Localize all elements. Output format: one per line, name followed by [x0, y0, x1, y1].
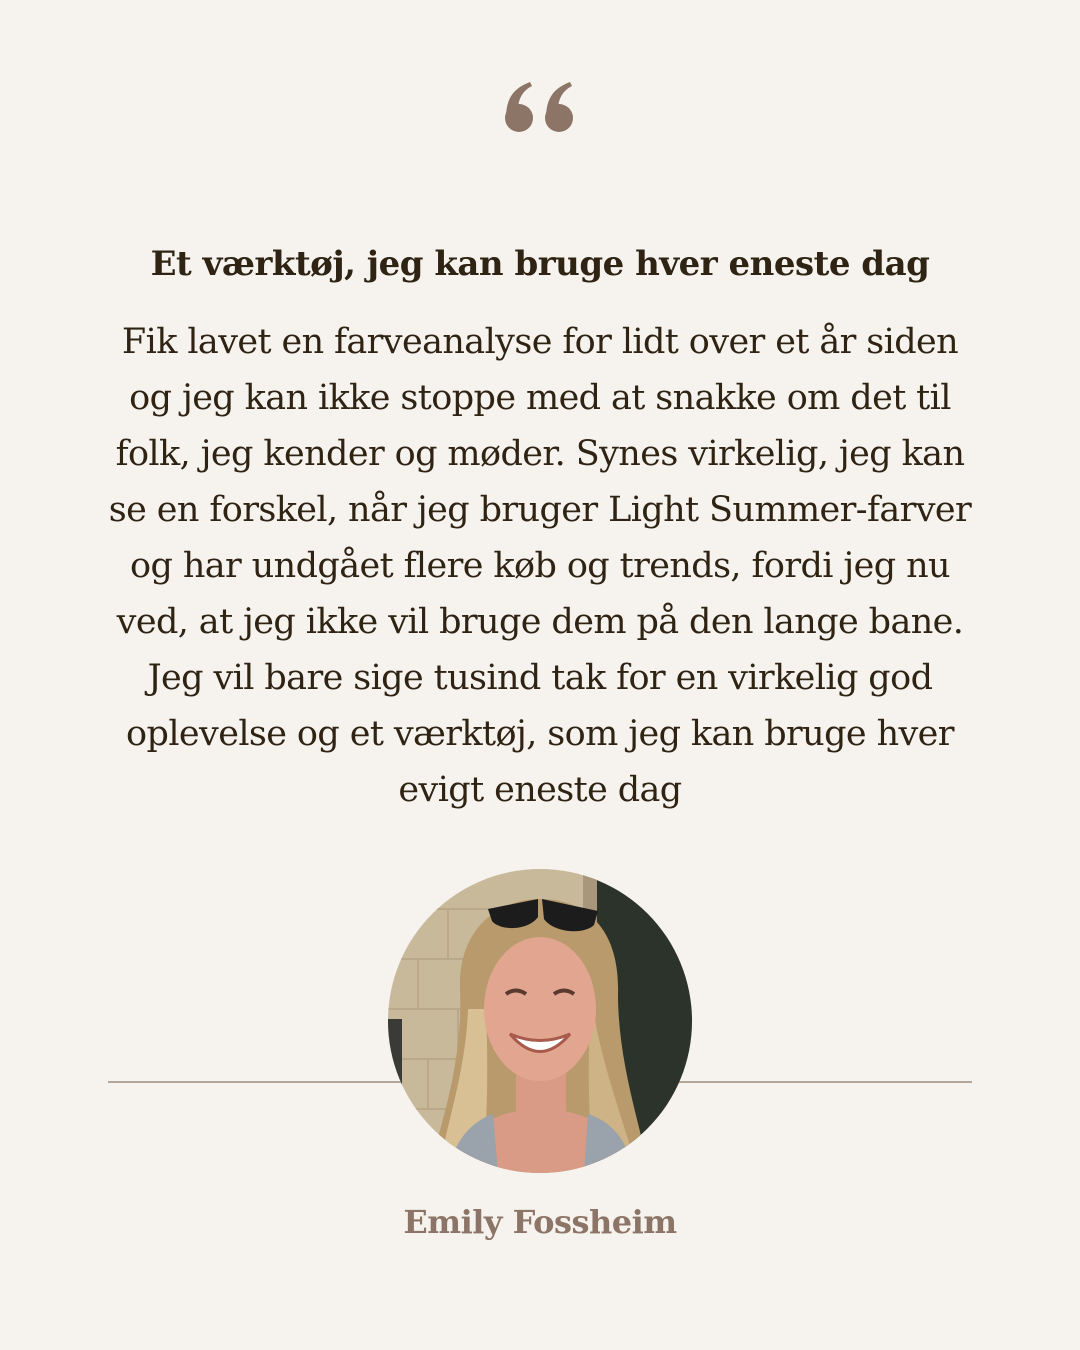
testimonial-line: folk, jeg kender og møder. Synes virkelig, jeg kan [115, 434, 965, 474]
testimonial-line: ved, at jeg ikke vil bruge dem på den lange bane. [116, 602, 964, 642]
author-avatar [388, 869, 692, 1173]
testimonial-line: evigt eneste dag [398, 770, 682, 810]
testimonial-line: og jeg kan ikke stoppe med at snakke om det til [129, 378, 951, 418]
testimonial-line: oplevelse og et værktøj, som jeg kan bruge hver [126, 714, 954, 754]
author-name: Emily Fossheim [403, 1203, 677, 1241]
testimonial-body [80, 314, 1000, 818]
testimonial-line: se en forskel, når jeg bruger Light Summer-farver [108, 490, 972, 530]
testimonial-line: Fik lavet en farveanalyse for lidt over et år siden [121, 322, 959, 362]
testimonial-line: Jeg vil bare sige tusind tak for en virkelig god [147, 658, 933, 698]
testimonial-line: og har undgået flere køb og trends, fordi jeg nu [130, 546, 950, 586]
testimonial-headline: Et værktøj, jeg kan bruge hver eneste dag [150, 244, 930, 284]
opening-quote-icon [0, 80, 1080, 170]
